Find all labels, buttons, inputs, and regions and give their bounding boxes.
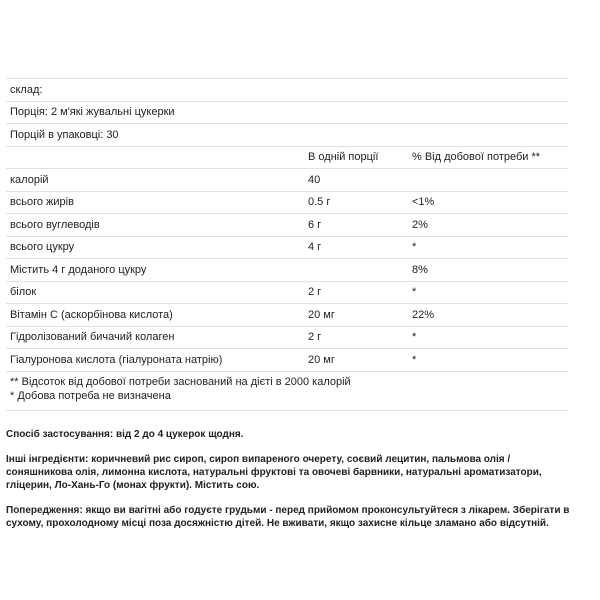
servings-per-container: Порцій в упаковці: 30	[10, 128, 119, 141]
nutrient-amount: 40	[308, 173, 321, 186]
serving-size-row	[6, 101, 568, 124]
nutrient-row	[6, 281, 568, 304]
nutrient-amount: 2 г	[308, 331, 322, 344]
nutrient-name: Містить 4 г доданого цукру	[10, 263, 147, 276]
nutrient-row	[6, 168, 568, 191]
nutrient-row	[6, 303, 568, 326]
facts-footnotes	[6, 371, 568, 411]
column-header-amount: В одній порції	[308, 151, 379, 164]
nutrient-name: білок	[10, 286, 37, 299]
supplement-facts-table	[6, 78, 568, 411]
nutrient-row	[6, 236, 568, 259]
nutrient-row	[6, 191, 568, 214]
dv-footnote: ** Відсоток від добової потреби заснований на дієті в 2000 калорій	[10, 375, 351, 388]
nutrient-row	[6, 348, 568, 371]
nutrient-dv: <1%	[412, 196, 435, 209]
column-header-row	[6, 146, 568, 169]
nutrient-amount: 6 г	[308, 218, 322, 231]
nutrient-name: всього жирів	[10, 196, 74, 209]
nutrient-dv: *	[412, 241, 417, 254]
nutrient-row	[6, 213, 568, 236]
nutrient-name: Вітамін С (аскорбінова кислота)	[10, 308, 173, 321]
other-ingredients-text: Інші інгредієнти: коричневий рис сироп, сироп випареного очерету, соєвий лецитин, пальмова олія / соняшникова олія, лимонна кислота, натуральні фруктові та овочеві барвники, натуральні ароматизатори, гліцерин, Ло-Хань-Го (монах фрукти). Містить сою.	[6, 454, 542, 491]
nutrient-name: Гіалуронова кислота (гіалуроната натрію)	[10, 353, 223, 366]
nutrient-amount: 20 мг	[308, 308, 335, 321]
nutrient-dv: 2%	[412, 218, 428, 231]
nutrient-name: всього вуглеводів	[10, 218, 100, 231]
column-header-dv: % Від добової потреби **	[412, 151, 541, 164]
nutrient-dv: *	[412, 353, 417, 366]
nutrient-name: всього цукру	[10, 241, 75, 254]
nutrient-row	[6, 258, 568, 281]
nutrient-dv: *	[412, 286, 417, 299]
product-notes	[6, 428, 576, 542]
nutrient-row	[6, 326, 568, 349]
nutrient-amount: 2 г	[308, 286, 322, 299]
nutrient-dv: 8%	[412, 263, 428, 276]
nutrient-name: Гідролізований бичачий колаген	[10, 331, 175, 344]
warning-text: Попередження: якщо ви вагітні або годуєте грудьми - перед прийомом проконсультуйтеся з лікарем. Зберігати в сухому, прохолодному місці поза досяжністю дітей. Не вживати, якщо захисне кільце зламано або відсутній.	[6, 505, 570, 529]
nutrient-amount: 20 мг	[308, 353, 335, 366]
facts-header-row	[6, 78, 568, 101]
nutrient-name: калорій	[10, 173, 49, 186]
nutrient-amount: 4 г	[308, 241, 322, 254]
nutrient-dv: *	[412, 331, 417, 344]
facts-header: склад:	[10, 83, 43, 96]
usage-text: Спосіб застосування: від 2 до 4 цукерок щодня.	[6, 429, 244, 440]
nutrient-dv: 22%	[412, 308, 435, 321]
not-established-footnote: * Добова потреба не визначена	[10, 389, 171, 402]
servings-per-container-row	[6, 123, 568, 146]
nutrient-amount: 0.5 г	[308, 196, 331, 209]
serving-size: Порція: 2 м'які жувальні цукерки	[10, 106, 175, 119]
